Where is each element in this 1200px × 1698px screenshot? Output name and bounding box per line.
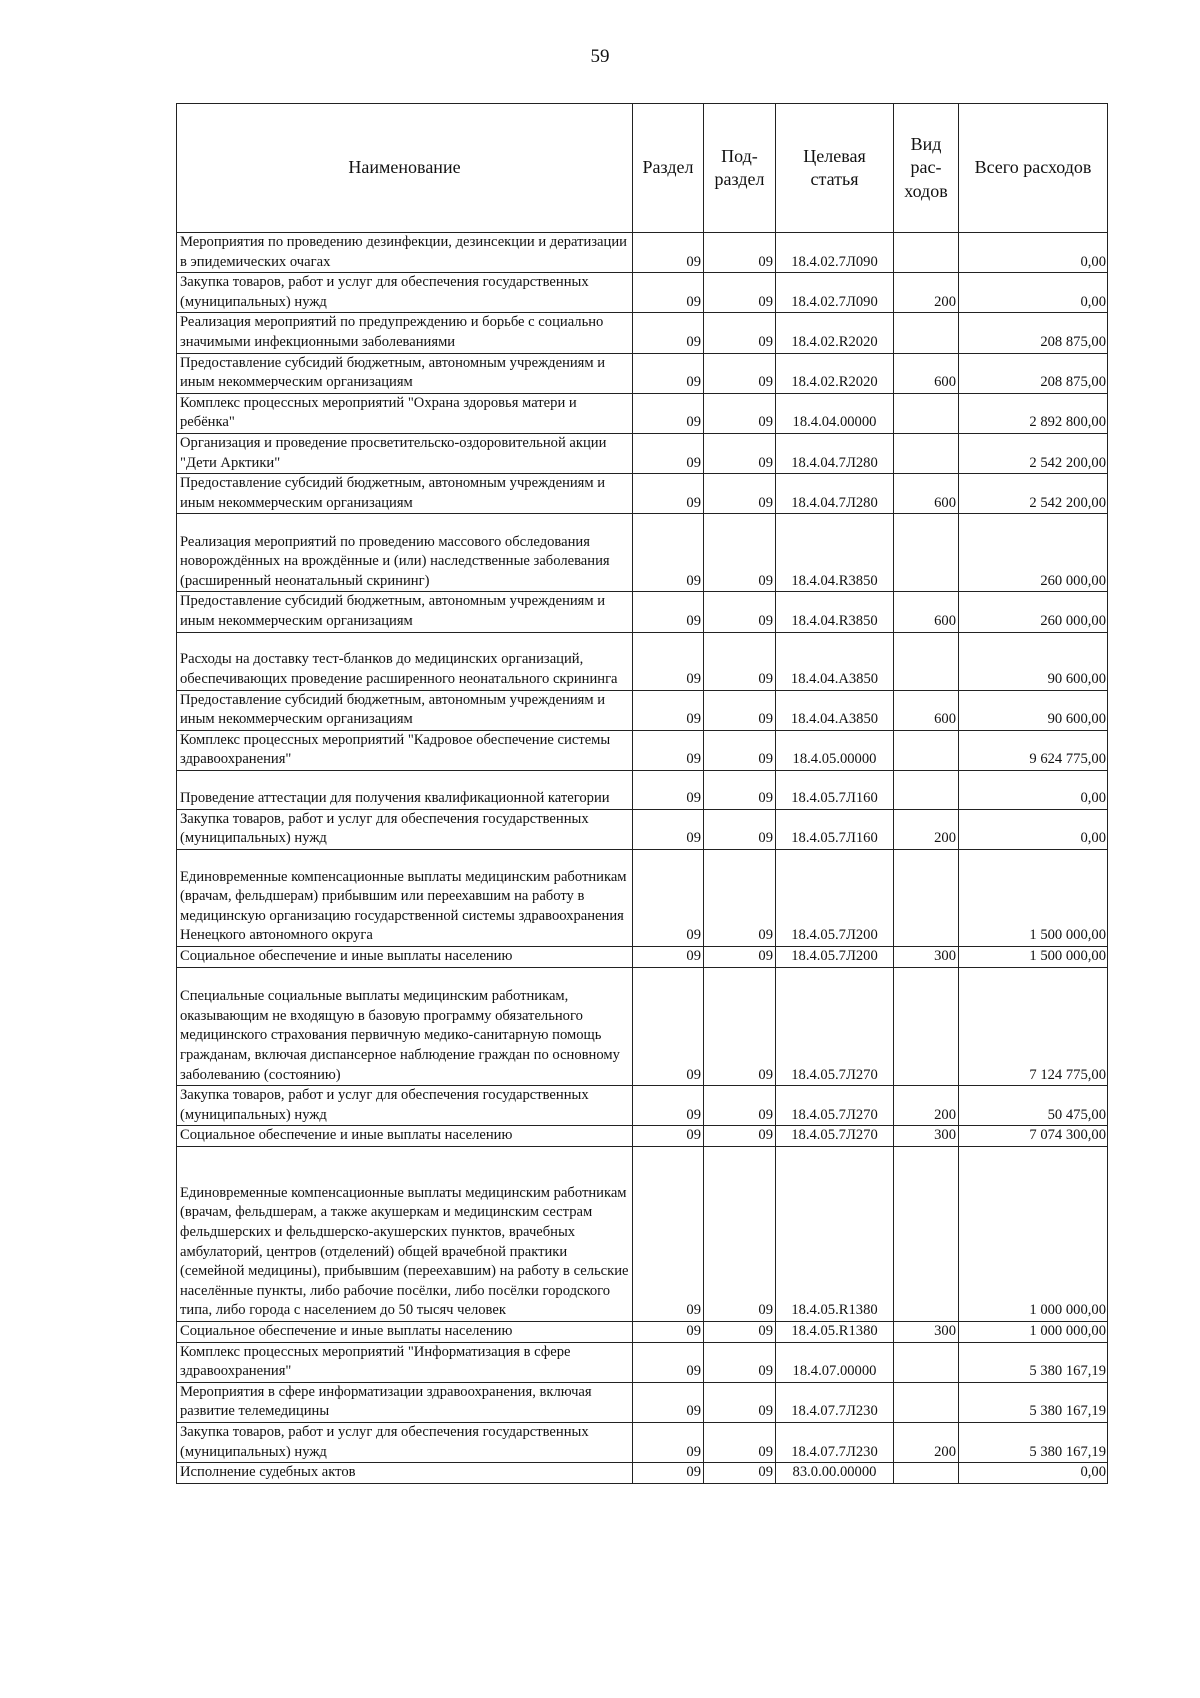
row-section: 09	[633, 730, 704, 770]
row-name: Проведение аттестации для получения квалификационной категории	[177, 770, 633, 809]
row-name: Социальное обеспечение и иные выплаты населению	[177, 1322, 633, 1343]
row-section: 09	[633, 1342, 704, 1382]
row-name: Закупка товаров, работ и услуг для обеспечения государственных (муниципальных) нужд	[177, 273, 633, 313]
row-total: 0,00	[959, 770, 1108, 809]
row-name: Закупка товаров, работ и услуг для обеспечения государственных (муниципальных) нужд	[177, 809, 633, 849]
table-row	[177, 514, 1108, 592]
row-expense-type: 600	[894, 592, 959, 632]
row-subsection: 09	[704, 233, 776, 273]
row-target-article: 18.4.05.7Л270	[776, 967, 894, 1086]
header-section: Раздел	[633, 104, 704, 233]
header-total-expenses: Всего расходов	[959, 104, 1108, 233]
row-total: 50 475,00	[959, 1086, 1108, 1126]
table-row	[177, 1382, 1108, 1422]
row-name: Закупка товаров, работ и услуг для обеспечения государственных (муниципальных) нужд	[177, 1086, 633, 1126]
row-section: 09	[633, 1322, 704, 1343]
row-section: 09	[633, 1422, 704, 1462]
row-total: 0,00	[959, 809, 1108, 849]
table-row	[177, 353, 1108, 393]
row-expense-type: 200	[894, 1086, 959, 1126]
row-expense-type: 600	[894, 690, 959, 730]
row-name: Предоставление субсидий бюджетным, автономным учреждениям и иным некоммерческим организациям	[177, 353, 633, 393]
table-header-row	[177, 104, 1108, 233]
row-section: 09	[633, 393, 704, 433]
table-row	[177, 1147, 1108, 1322]
row-section: 09	[633, 770, 704, 809]
row-total: 0,00	[959, 273, 1108, 313]
row-expense-type	[894, 730, 959, 770]
row-name: Социальное обеспечение и иные выплаты населению	[177, 1126, 633, 1147]
row-subsection: 09	[704, 1422, 776, 1462]
table-row	[177, 632, 1108, 690]
row-name: Комплекс процессных мероприятий "Кадровое обеспечение системы здравоохранения"	[177, 730, 633, 770]
row-subsection: 09	[704, 393, 776, 433]
row-section: 09	[633, 967, 704, 1086]
row-section: 09	[633, 1126, 704, 1147]
table-row	[177, 1322, 1108, 1343]
row-total: 7 074 300,00	[959, 1126, 1108, 1147]
row-target-article: 18.4.02.R2020	[776, 353, 894, 393]
row-target-article: 18.4.07.00000	[776, 1342, 894, 1382]
table-row	[177, 1422, 1108, 1462]
table-row	[177, 1342, 1108, 1382]
table-row	[177, 967, 1108, 1086]
table-row	[177, 730, 1108, 770]
row-subsection: 09	[704, 433, 776, 473]
row-target-article: 18.4.05.R1380	[776, 1322, 894, 1343]
row-subsection: 09	[704, 632, 776, 690]
row-name: Социальное обеспечение и иные выплаты населению	[177, 947, 633, 968]
table-row	[177, 1463, 1108, 1484]
row-total: 0,00	[959, 1463, 1108, 1484]
row-subsection: 09	[704, 1126, 776, 1147]
row-name: Закупка товаров, работ и услуг для обеспечения государственных (муниципальных) нужд	[177, 1422, 633, 1462]
row-subsection: 09	[704, 313, 776, 353]
row-subsection: 09	[704, 690, 776, 730]
row-total: 2 542 200,00	[959, 474, 1108, 514]
row-expense-type: 600	[894, 474, 959, 514]
row-name: Предоставление субсидий бюджетным, автономным учреждениям и иным некоммерческим организациям	[177, 592, 633, 632]
row-name: Реализация мероприятий по проведению массового обследования новорождённых на врождённые и (или) наследственные заболевания (расширенный неонатальный скрининг)	[177, 514, 633, 592]
row-target-article: 18.4.05.7Л270	[776, 1126, 894, 1147]
row-subsection: 09	[704, 730, 776, 770]
row-target-article: 18.4.05.7Л200	[776, 947, 894, 968]
row-subsection: 09	[704, 967, 776, 1086]
table-row	[177, 233, 1108, 273]
row-subsection: 09	[704, 273, 776, 313]
header-target-article: Целевая статья	[776, 104, 894, 233]
row-target-article: 18.4.04.А3850	[776, 632, 894, 690]
header-subsection: Под- раздел	[704, 104, 776, 233]
row-section: 09	[633, 809, 704, 849]
row-name: Организация и проведение просветительско-оздоровительной акции "Дети Арктики"	[177, 433, 633, 473]
row-subsection: 09	[704, 1086, 776, 1126]
row-expense-type	[894, 632, 959, 690]
row-target-article: 18.4.04.7Л280	[776, 474, 894, 514]
row-total: 7 124 775,00	[959, 967, 1108, 1086]
row-total: 1 000 000,00	[959, 1322, 1108, 1343]
row-total: 0,00	[959, 233, 1108, 273]
table-row	[177, 690, 1108, 730]
row-total: 5 380 167,19	[959, 1382, 1108, 1422]
row-expense-type	[894, 770, 959, 809]
row-target-article: 18.4.04.А3850	[776, 690, 894, 730]
row-expense-type: 300	[894, 1126, 959, 1147]
row-name: Мероприятия в сфере информатизации здравоохранения, включая развитие телемедицины	[177, 1382, 633, 1422]
row-subsection: 09	[704, 850, 776, 947]
row-section: 09	[633, 474, 704, 514]
row-target-article: 18.4.04.R3850	[776, 592, 894, 632]
table-row	[177, 947, 1108, 968]
table-row	[177, 1126, 1108, 1147]
row-name: Комплекс процессных мероприятий "Охрана здоровья матери и ребёнка"	[177, 393, 633, 433]
row-subsection: 09	[704, 592, 776, 632]
table-row	[177, 770, 1108, 809]
row-name: Предоставление субсидий бюджетным, автономным учреждениям и иным некоммерческим организациям	[177, 474, 633, 514]
row-name: Единовременные компенсационные выплаты медицинским работникам (врачам, фельдшерам, а также акушеркам и медицинским сестрам фельдшерских и фельдшерско-акушерских пунктов, врачебных амбулаторий, центров (отделений) общей врачебной практики (семейной медицины), прибывшим (переехавшим) на работу в сельские населённые пункты, либо рабочие посёлки, либо посёлки городского типа, либо города с населением до 50 тысяч человек	[177, 1147, 633, 1322]
row-section: 09	[633, 690, 704, 730]
row-total: 260 000,00	[959, 592, 1108, 632]
row-target-article: 18.4.05.7Л200	[776, 850, 894, 947]
row-section: 09	[633, 233, 704, 273]
table-row	[177, 313, 1108, 353]
row-subsection: 09	[704, 770, 776, 809]
row-total: 5 380 167,19	[959, 1422, 1108, 1462]
table-row	[177, 273, 1108, 313]
row-total: 208 875,00	[959, 353, 1108, 393]
row-section: 09	[633, 1382, 704, 1422]
row-subsection: 09	[704, 514, 776, 592]
row-name: Специальные социальные выплаты медицинским работникам, оказывающим не входящую в базовую программу обязательного медицинского страхования первичную медико-санитарную помощь гражданам, включая диспансерное наблюдение граждан по основному заболеванию (состоянию)	[177, 967, 633, 1086]
row-section: 09	[633, 947, 704, 968]
row-total: 260 000,00	[959, 514, 1108, 592]
row-total: 9 624 775,00	[959, 730, 1108, 770]
row-target-article: 18.4.05.7Л270	[776, 1086, 894, 1126]
row-expense-type	[894, 1463, 959, 1484]
row-subsection: 09	[704, 1382, 776, 1422]
row-total: 208 875,00	[959, 313, 1108, 353]
row-total: 1 500 000,00	[959, 947, 1108, 968]
table-row	[177, 393, 1108, 433]
row-expense-type	[894, 393, 959, 433]
row-target-article: 18.4.05.7Л160	[776, 809, 894, 849]
row-subsection: 09	[704, 1342, 776, 1382]
table-row	[177, 1086, 1108, 1126]
row-name: Исполнение судебных актов	[177, 1463, 633, 1484]
row-subsection: 09	[704, 1147, 776, 1322]
row-total: 2 892 800,00	[959, 393, 1108, 433]
row-section: 09	[633, 514, 704, 592]
row-target-article: 18.4.05.00000	[776, 730, 894, 770]
row-subsection: 09	[704, 947, 776, 968]
row-expense-type: 600	[894, 353, 959, 393]
row-expense-type	[894, 313, 959, 353]
row-name: Комплекс процессных мероприятий "Информатизация в сфере здравоохранения"	[177, 1342, 633, 1382]
row-expense-type	[894, 233, 959, 273]
row-total: 1 500 000,00	[959, 850, 1108, 947]
row-expense-type: 200	[894, 809, 959, 849]
row-section: 09	[633, 313, 704, 353]
table-row	[177, 850, 1108, 947]
row-expense-type	[894, 850, 959, 947]
row-target-article: 18.4.07.7Л230	[776, 1422, 894, 1462]
row-total: 2 542 200,00	[959, 433, 1108, 473]
row-expense-type	[894, 1342, 959, 1382]
row-name: Реализация мероприятий по предупреждению и борьбе с социально значимыми инфекционными заболеваниями	[177, 313, 633, 353]
row-expense-type: 200	[894, 273, 959, 313]
row-section: 09	[633, 850, 704, 947]
row-expense-type	[894, 433, 959, 473]
row-expense-type: 300	[894, 1322, 959, 1343]
table-row	[177, 592, 1108, 632]
row-name: Единовременные компенсационные выплаты медицинским работникам (врачам, фельдшерам) прибывшим или переехавшим на работу в медицинскую организацию государственной системы здравоохранения Ненецкого автономного округа	[177, 850, 633, 947]
row-expense-type	[894, 967, 959, 1086]
budget-table	[176, 103, 1108, 1484]
row-section: 09	[633, 1147, 704, 1322]
row-total: 1 000 000,00	[959, 1147, 1108, 1322]
row-subsection: 09	[704, 1322, 776, 1343]
row-expense-type	[894, 514, 959, 592]
row-total: 90 600,00	[959, 690, 1108, 730]
header-name: Наименование	[177, 104, 633, 233]
row-target-article: 18.4.04.7Л280	[776, 433, 894, 473]
row-expense-type	[894, 1382, 959, 1422]
header-expense-type: Вид рас- ходов	[894, 104, 959, 233]
table-row	[177, 809, 1108, 849]
row-total: 90 600,00	[959, 632, 1108, 690]
row-target-article: 18.4.02.7Л090	[776, 233, 894, 273]
table-row	[177, 474, 1108, 514]
row-section: 09	[633, 592, 704, 632]
row-section: 09	[633, 1086, 704, 1126]
row-target-article: 18.4.05.7Л160	[776, 770, 894, 809]
row-target-article: 18.4.02.R2020	[776, 313, 894, 353]
row-expense-type	[894, 1147, 959, 1322]
row-name: Расходы на доставку тест-бланков до медицинских организаций, обеспечивающих проведение расширенного неонатального скрининга	[177, 632, 633, 690]
row-name: Мероприятия по проведению дезинфекции, дезинсекции и дератизации в эпидемических очагах	[177, 233, 633, 273]
row-section: 09	[633, 632, 704, 690]
row-target-article: 18.4.04.00000	[776, 393, 894, 433]
row-section: 09	[633, 433, 704, 473]
row-total: 5 380 167,19	[959, 1342, 1108, 1382]
row-target-article: 18.4.02.7Л090	[776, 273, 894, 313]
row-section: 09	[633, 353, 704, 393]
row-section: 09	[633, 273, 704, 313]
row-target-article: 18.4.07.7Л230	[776, 1382, 894, 1422]
row-expense-type: 300	[894, 947, 959, 968]
row-subsection: 09	[704, 809, 776, 849]
row-section: 09	[633, 1463, 704, 1484]
row-subsection: 09	[704, 353, 776, 393]
row-target-article: 18.4.05.R1380	[776, 1147, 894, 1322]
row-expense-type: 200	[894, 1422, 959, 1462]
table-row	[177, 433, 1108, 473]
row-subsection: 09	[704, 1463, 776, 1484]
page-number: 59	[590, 46, 610, 67]
row-target-article: 18.4.04.R3850	[776, 514, 894, 592]
row-name: Предоставление субсидий бюджетным, автономным учреждениям и иным некоммерческим организациям	[177, 690, 633, 730]
row-subsection: 09	[704, 474, 776, 514]
row-target-article: 83.0.00.00000	[776, 1463, 894, 1484]
